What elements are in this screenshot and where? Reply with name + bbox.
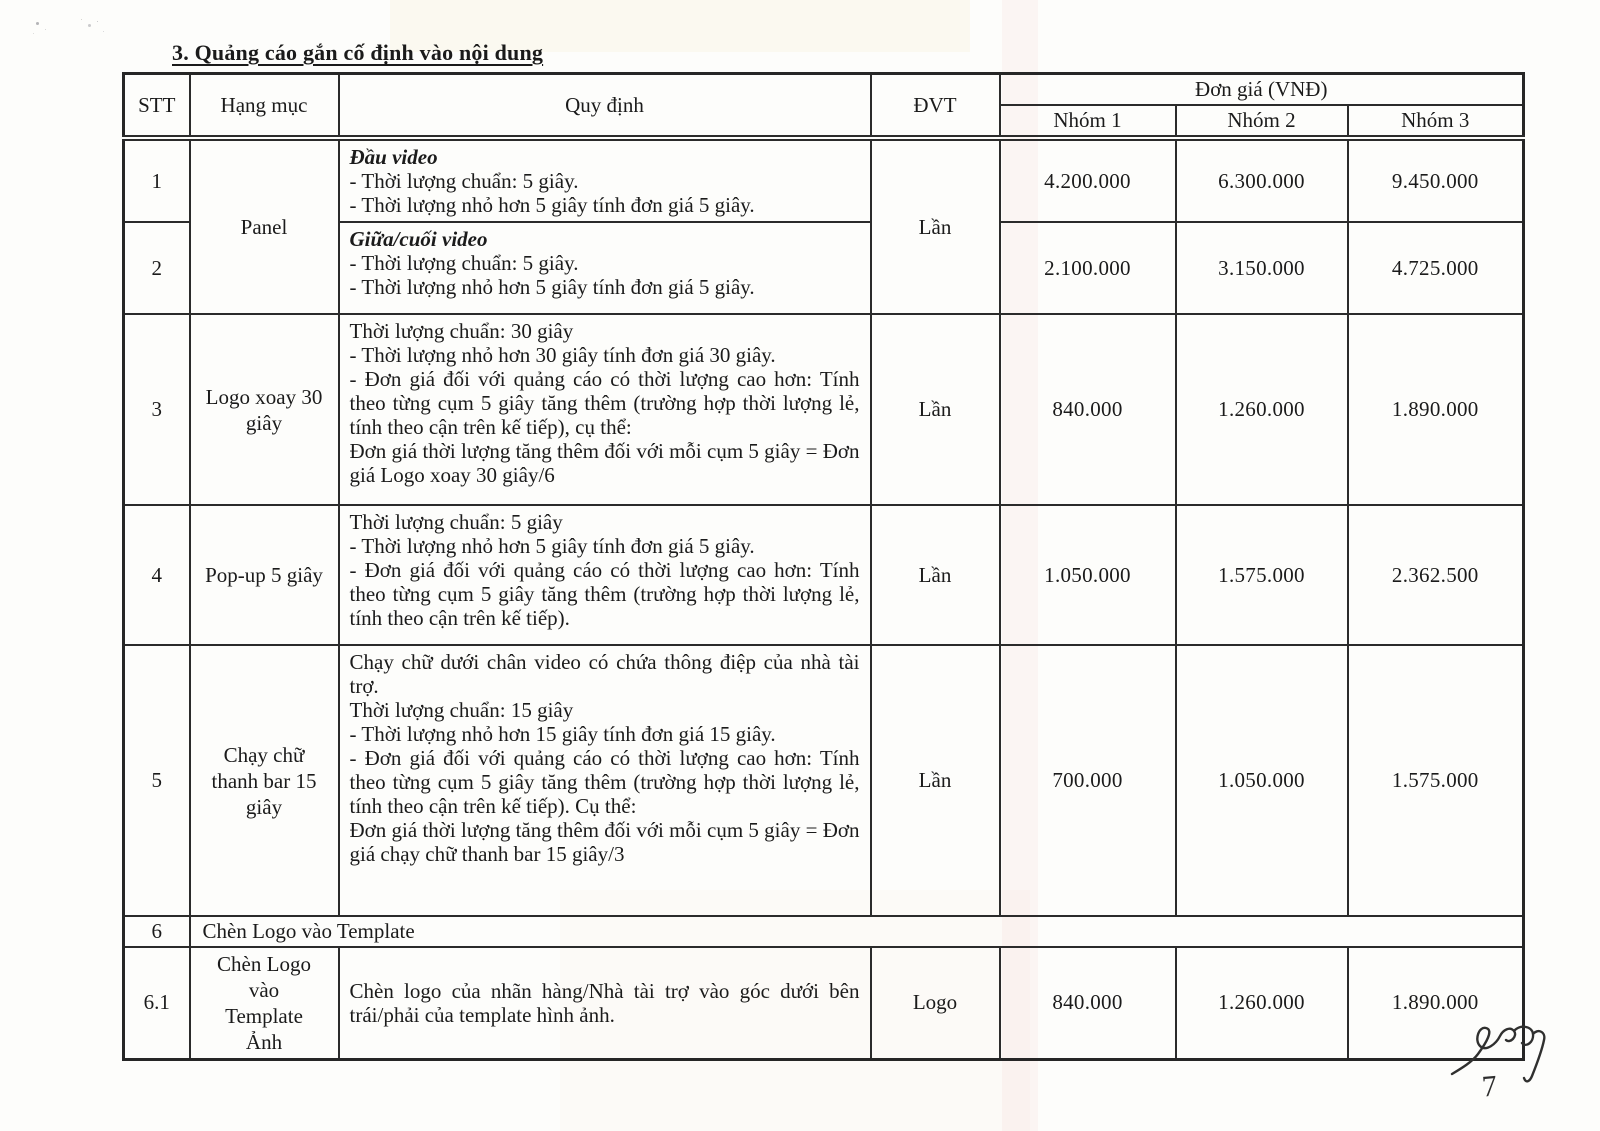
row2-price-group1: 2.100.000 <box>1000 222 1176 314</box>
header-cell-regulation: Quy định <box>339 74 871 139</box>
row4-price-group3: 2.362.500 <box>1348 505 1524 645</box>
row2-price-group3: 4.725.000 <box>1348 222 1524 314</box>
row3-price-group3: 1.890.000 <box>1348 314 1524 505</box>
row4-price-group1: 1.050.000 <box>1000 505 1176 645</box>
row3-category-text: Logo xoay 30 giây <box>205 384 323 435</box>
row4-category-text: Pop-up 5 giây <box>205 563 323 587</box>
row61-reg-desc: Chèn logo của nhãn hàng/Nhà tài trợ vào góc dưới bên trái/phải của template hình ảnh. <box>349 978 860 1027</box>
row1-stt: 1 <box>124 138 190 222</box>
row5-price-group2: 1.050.000 <box>1176 645 1348 916</box>
row3-reg-line4: Đơn giá thời lượng tăng thêm đối với mỗi cụm 5 giây = Đơn giá Logo xoay 30 giây/6 <box>349 439 860 487</box>
row2-regulation <box>339 222 871 314</box>
signature-area <box>1448 1022 1558 1122</box>
row1-price-group2: 6.300.000 <box>1176 138 1348 222</box>
header-cell-stt: STT <box>124 74 190 139</box>
row1-reg-heading: Đầu video <box>349 145 438 169</box>
row4-reg-line1: Thời lượng chuẩn: 5 giây <box>349 510 563 534</box>
row1-reg-line2: - Thời lượng nhỏ hơn 5 giây tính đơn giá 5 giây. <box>349 193 755 217</box>
header-cell-group1: Nhóm 1 <box>1000 105 1176 138</box>
row1-price-group1: 4.200.000 <box>1000 138 1176 222</box>
row2-price-group2: 3.150.000 <box>1176 222 1348 314</box>
row2-reg-heading: Giữa/cuối video <box>349 227 488 251</box>
row4-reg-line2: - Thời lượng nhỏ hơn 5 giây tính đơn giá 5 giây. <box>349 534 755 558</box>
page-number: 7 <box>1480 1069 1499 1104</box>
row4-regulation <box>339 505 871 645</box>
row5-stt: 5 <box>124 645 190 916</box>
row5-price-group3: 1.575.000 <box>1348 645 1524 916</box>
row5-category <box>190 645 339 916</box>
header-cell-price-group: Đơn giá (VNĐ) <box>1000 74 1524 106</box>
row3-category <box>190 314 339 505</box>
row6-section-label: Chèn Logo vào Template <box>190 916 1524 947</box>
row2-reg-line1: - Thời lượng chuẩn: 5 giây. <box>349 251 579 275</box>
row3-regulation <box>339 314 871 505</box>
page-title: 3. Quảng cáo gắn cố định vào nội dung <box>172 40 544 65</box>
row61-stt: 6.1 <box>124 947 190 1059</box>
header-cell-category: Hạng mục <box>190 74 339 139</box>
row3-price-group2: 1.260.000 <box>1176 314 1348 505</box>
row5-regulation <box>339 645 871 916</box>
row4-category <box>190 505 339 645</box>
row5-unit: Lần <box>871 645 1000 916</box>
row3-unit: Lần <box>871 314 1000 505</box>
row5-reg-line4: - Đơn giá đối với quảng cáo có thời lượng cao hơn: Tính theo từng cụm 5 giây tăng thêm (trường hợp thời lượng lẻ, tính theo cận trên kế tiếp). Cụ thể: <box>349 746 860 818</box>
row5-reg-line5: Đơn giá thời lượng tăng thêm đối với mỗi cụm 5 giây = Đơn giá chạy chữ thanh bar 15 giây/3 <box>349 818 860 866</box>
row61-price-group2: 1.260.000 <box>1176 947 1348 1059</box>
row1-price-group3: 9.450.000 <box>1348 138 1524 222</box>
row5-reg-line3: - Thời lượng nhỏ hơn 15 giây tính đơn giá 15 giây. <box>349 722 776 746</box>
header-cell-unit: ĐVT <box>871 74 1000 139</box>
row5-reg-line2: Thời lượng chuẩn: 15 giây <box>349 698 574 722</box>
header-cell-group2: Nhóm 2 <box>1176 105 1348 138</box>
row5-price-group1: 700.000 <box>1000 645 1176 916</box>
row3-reg-line3: - Đơn giá đối với quảng cáo có thời lượng cao hơn: Tính theo từng cụm 5 giây tăng thêm (trường hợp thời lượng lẻ, tính theo cận trên kế tiếp), cụ thể: <box>349 367 860 439</box>
row3-price-group1: 840.000 <box>1000 314 1176 505</box>
price-table <box>122 72 1525 1061</box>
row61-category-text: Chèn Logo vào Template Ảnh <box>217 951 311 1054</box>
row4-reg-line3: - Đơn giá đối với quảng cáo có thời lượng cao hơn: Tính theo từng cụm 5 giây tăng thêm (trường hợp thời lượng lẻ, tính theo cận trên kế tiếp). <box>349 558 860 630</box>
row3-stt: 3 <box>124 314 190 505</box>
row1-reg-line1: - Thời lượng chuẩn: 5 giây. <box>349 169 579 193</box>
row61-price-group1: 840.000 <box>1000 947 1176 1059</box>
row3-reg-line2: - Thời lượng nhỏ hơn 30 giây tính đơn giá 30 giây. <box>349 343 776 367</box>
row61-category <box>190 947 339 1059</box>
row3-reg-line1: Thời lượng chuẩn: 30 giây <box>349 319 574 343</box>
pencil-marks <box>36 22 39 25</box>
row61-price-group3: 1.890.000 <box>1348 947 1524 1059</box>
row5-category-text: Chạy chữ thanh bar 15 giây <box>211 742 317 819</box>
row1-regulation <box>339 138 871 222</box>
row61-unit: Logo <box>871 947 1000 1059</box>
row4-price-group2: 1.575.000 <box>1176 505 1348 645</box>
header-cell-group3: Nhóm 3 <box>1348 105 1524 138</box>
row4-unit: Lần <box>871 505 1000 645</box>
signature-squiggle-icon <box>1448 1022 1558 1092</box>
row2-reg-line2: - Thời lượng nhỏ hơn 5 giây tính đơn giá 5 giây. <box>349 275 755 299</box>
rows12-unit: Lần <box>871 138 1000 314</box>
row2-stt: 2 <box>124 222 190 314</box>
row6-stt: 6 <box>124 916 190 947</box>
row1-category: Panel <box>190 138 339 314</box>
row5-reg-line1: Chạy chữ dưới chân video có chứa thông điệp của nhà tài trợ. <box>349 650 860 698</box>
row61-regulation <box>339 947 871 1059</box>
row4-stt: 4 <box>124 505 190 645</box>
